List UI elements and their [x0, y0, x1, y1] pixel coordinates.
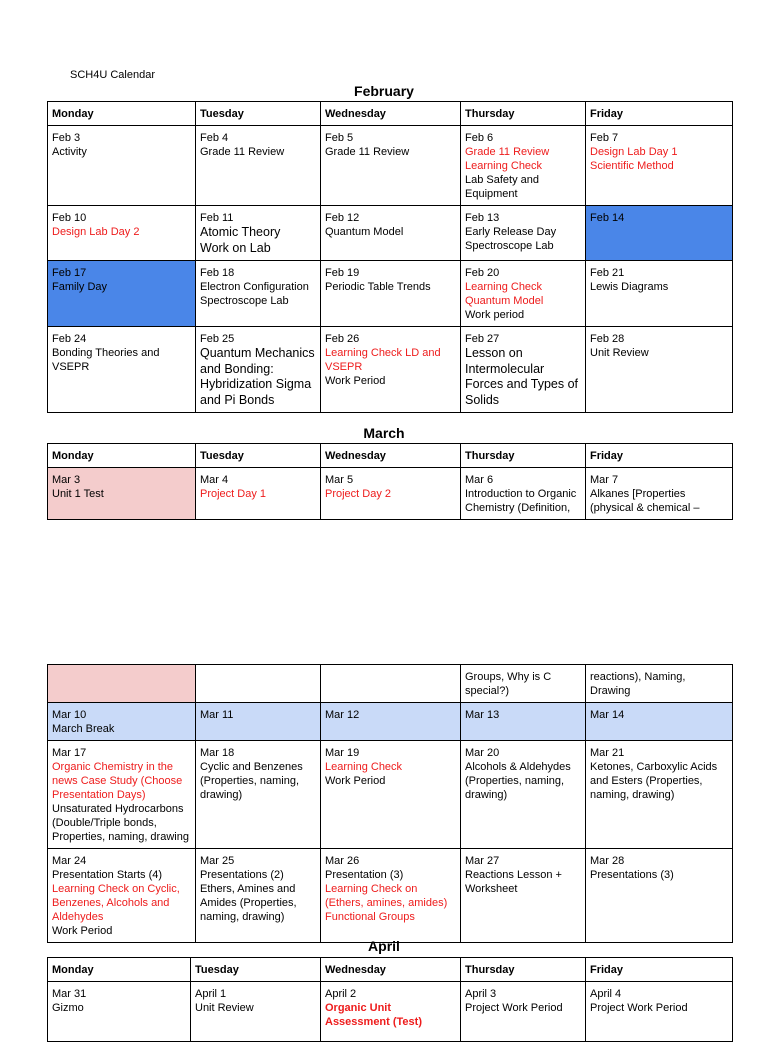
assessment-text: Learning Check	[465, 160, 543, 172]
february-calendar-table	[47, 101, 733, 413]
header-thursday: Thursday	[461, 102, 586, 126]
day-cell	[461, 261, 586, 327]
day-cell	[48, 206, 196, 261]
holiday-cell	[586, 206, 733, 261]
day-cell	[586, 982, 733, 1042]
date-label: Mar 13	[465, 709, 500, 721]
week-row	[48, 982, 733, 1042]
date-label: Mar 19	[325, 747, 360, 759]
day-cell	[461, 982, 586, 1042]
break-cell	[48, 703, 196, 741]
event-text: Gizmo	[52, 1002, 84, 1014]
date-label: Feb 14	[590, 212, 625, 224]
date-label: Mar 20	[465, 747, 500, 759]
march-calendar-table	[47, 443, 733, 520]
date-label: Feb 28	[590, 333, 625, 345]
event-text: Presentation (3)	[325, 869, 404, 881]
day-cell	[586, 741, 733, 849]
assessment-text: Project Day 1	[200, 488, 267, 500]
date-label: Feb 3	[52, 132, 81, 144]
header-tuesday: Tuesday	[196, 102, 321, 126]
day-cell	[586, 261, 733, 327]
month-title-march: March	[363, 425, 405, 441]
assessment-text: Design Lab Day 2	[52, 226, 140, 238]
event-text: Alkanes [Properties (physical & chemical –	[590, 488, 700, 514]
header-row	[48, 444, 733, 468]
assessment-text: Design Lab Day 1	[590, 146, 678, 158]
break-cell	[321, 703, 461, 741]
day-cell	[321, 982, 461, 1042]
day-cell	[191, 982, 321, 1042]
break-cell	[461, 703, 586, 741]
date-label: April 3	[465, 988, 497, 1000]
event-text: Introduction to Organic Chemistry (Definition,	[465, 488, 577, 514]
week-row	[48, 261, 733, 327]
date-label: Feb 7	[590, 132, 619, 144]
date-label: Feb 21	[590, 267, 625, 279]
event-text: Spectroscope Lab	[200, 295, 289, 307]
document-title: SCH4U Calendar	[70, 69, 155, 81]
date-label: April 4	[590, 988, 622, 1000]
event-text: Lesson on Intermolecular Forces and Types of Solids	[465, 346, 579, 407]
day-cell	[461, 468, 586, 520]
test-day-cell	[48, 468, 196, 520]
date-label: Mar 25	[200, 855, 235, 867]
week-row	[48, 665, 733, 703]
date-label: Mar 28	[590, 855, 625, 867]
header-wednesday: Wednesday	[321, 102, 461, 126]
date-label: Mar 26	[325, 855, 360, 867]
event-text: March Break	[52, 723, 115, 735]
week-row	[48, 327, 733, 413]
week-row	[48, 468, 733, 520]
event-text: Alcohols & Aldehydes (Properties, naming, drawing)	[465, 761, 571, 801]
day-cell	[48, 982, 191, 1042]
day-cell	[461, 327, 586, 413]
date-label: Mar 14	[590, 709, 625, 721]
date-label: Feb 19	[325, 267, 360, 279]
date-label: Feb 10	[52, 212, 87, 224]
event-text: Work period	[465, 309, 525, 321]
event-text: Presentations (3)	[590, 869, 674, 881]
week-row	[48, 849, 733, 943]
header-friday: Friday	[586, 444, 733, 468]
date-label: Mar 21	[590, 747, 625, 759]
event-text: Unit 1 Test	[52, 488, 104, 500]
header-tuesday: Tuesday	[191, 958, 321, 982]
day-cell	[586, 327, 733, 413]
month-title-february: February	[354, 83, 414, 99]
assessment-text: Learning Check	[465, 281, 543, 293]
event-text: Cyclic and Benzenes (Properties, naming, drawing)	[200, 761, 303, 801]
break-cell	[586, 703, 733, 741]
event-text: Periodic Table Trends	[325, 281, 431, 293]
assessment-text: Learning Check	[325, 761, 403, 773]
event-text: Atomic Theory	[200, 225, 281, 239]
day-cell	[461, 665, 586, 703]
event-text: Unit Review	[590, 347, 649, 359]
event-text: Electron Configuration	[200, 281, 309, 293]
date-label: Mar 10	[52, 709, 87, 721]
assessment-text: Learning Check LD and VSEPR	[325, 347, 441, 373]
date-label: Feb 27	[465, 333, 500, 345]
date-label: April 2	[325, 988, 357, 1000]
event-text: Ethers, Amines and Amides (Properties, naming, drawing)	[200, 883, 297, 923]
date-label: Mar 12	[325, 709, 360, 721]
date-label: Feb 4	[200, 132, 229, 144]
date-label: Mar 17	[52, 747, 87, 759]
day-cell	[461, 126, 586, 206]
event-text: reactions), Naming, Drawing	[590, 671, 686, 697]
day-cell	[196, 741, 321, 849]
event-text: Presentation Starts (4)	[52, 869, 163, 881]
event-text: Early Release Day	[465, 226, 557, 238]
date-label: Mar 11	[200, 709, 234, 721]
day-cell	[48, 126, 196, 206]
date-label: Mar 6	[465, 474, 494, 486]
assessment-text: Organic Chemistry in the news Case Study (Choose Presentation Days)	[52, 761, 183, 801]
date-label: Mar 27	[465, 855, 500, 867]
day-cell	[321, 849, 461, 943]
assessment-text: Organic Unit Assessment (Test)	[325, 1002, 422, 1028]
day-cell	[321, 468, 461, 520]
header-monday: Monday	[48, 102, 196, 126]
header-wednesday: Wednesday	[321, 444, 461, 468]
day-cell	[586, 468, 733, 520]
day-cell	[196, 126, 321, 206]
event-text: Work Period	[325, 375, 386, 387]
day-cell	[196, 261, 321, 327]
day-cell	[586, 126, 733, 206]
day-cell	[196, 206, 321, 261]
event-text: Unit Review	[195, 1002, 254, 1014]
day-cell	[48, 849, 196, 943]
date-label: Feb 26	[325, 333, 360, 345]
date-label: Mar 24	[52, 855, 87, 867]
event-text: Quantum Model	[325, 226, 404, 238]
event-text: Ketones, Carboxylic Acids and Esters (Properties, naming, drawing)	[590, 761, 718, 801]
event-text: Project Work Period	[465, 1002, 563, 1014]
event-text: Work Period	[52, 925, 113, 937]
day-cell	[196, 849, 321, 943]
event-text: Spectroscope Lab	[465, 240, 554, 252]
date-label: April 1	[195, 988, 227, 1000]
event-text: Lab Safety and Equipment	[465, 174, 540, 200]
day-cell	[48, 741, 196, 849]
week-row	[48, 206, 733, 261]
date-label: Feb 5	[325, 132, 354, 144]
day-cell	[48, 327, 196, 413]
header-friday: Friday	[586, 102, 733, 126]
event-text: Quantum Mechanics and Bonding: Hybridization Sigma and Pi Bonds	[200, 346, 315, 407]
assessment-text: Learning Check on Cyclic, Benzenes, Alcohols and Aldehydes	[52, 883, 180, 923]
date-label: Mar 18	[200, 747, 235, 759]
week-row	[48, 741, 733, 849]
assessment-text: Learning Check on (Ethers, amines, amides)	[325, 883, 448, 909]
week-row	[48, 126, 733, 206]
day-cell	[461, 849, 586, 943]
day-cell	[461, 741, 586, 849]
day-cell	[321, 126, 461, 206]
day-cell	[321, 206, 461, 261]
march-calendar-continued-table	[47, 664, 733, 943]
date-label: Feb 6	[465, 132, 494, 144]
event-text: Activity	[52, 146, 87, 158]
event-text: Groups, Why is C special?)	[465, 671, 552, 697]
event-text: Work Period	[325, 775, 386, 787]
date-label: Mar 4	[200, 474, 229, 486]
header-monday: Monday	[48, 958, 191, 982]
march-break-row	[48, 703, 733, 741]
date-label: Feb 17	[52, 267, 87, 279]
assessment-text: Scientific Method	[590, 160, 674, 172]
date-label: Feb 18	[200, 267, 235, 279]
event-text: Work on Lab	[200, 240, 271, 255]
date-label: Mar 3	[52, 474, 81, 486]
event-text: Grade 11 Review	[200, 146, 285, 158]
header-wednesday: Wednesday	[321, 958, 461, 982]
event-text: Family Day	[52, 281, 108, 293]
day-cell	[586, 849, 733, 943]
day-cell	[461, 206, 586, 261]
assessment-text: Grade 11 Review	[465, 146, 550, 158]
date-label: Feb 12	[325, 212, 360, 224]
event-text: Project Work Period	[590, 1002, 688, 1014]
day-cell	[321, 665, 461, 703]
day-cell	[196, 468, 321, 520]
header-monday: Monday	[48, 444, 196, 468]
header-thursday: Thursday	[461, 444, 586, 468]
event-text: Reactions Lesson + Worksheet	[465, 869, 562, 895]
header-friday: Friday	[586, 958, 733, 982]
month-title-april: April	[368, 938, 400, 954]
date-label: Feb 20	[465, 267, 500, 279]
event-text: Unsaturated Hydrocarbons (Double/Triple bonds, Properties, naming, drawing	[52, 803, 189, 843]
header-thursday: Thursday	[461, 958, 586, 982]
header-row	[48, 958, 733, 982]
event-text: Grade 11 Review	[325, 146, 410, 158]
assessment-text: Functional Groups	[325, 911, 415, 923]
date-label: Mar 5	[325, 474, 354, 486]
day-cell	[321, 327, 461, 413]
day-cell	[586, 665, 733, 703]
date-label: Feb 13	[465, 212, 500, 224]
day-cell	[196, 665, 321, 703]
day-cell	[321, 741, 461, 849]
event-text: Lewis Diagrams	[590, 281, 669, 293]
date-label: Mar 7	[590, 474, 619, 486]
day-cell	[321, 261, 461, 327]
assessment-text: Project Day 2	[325, 488, 392, 500]
header-tuesday: Tuesday	[196, 444, 321, 468]
date-label: Feb 24	[52, 333, 87, 345]
april-calendar-table	[47, 957, 733, 1042]
date-label: Mar 31	[52, 988, 87, 1000]
event-text: Bonding Theories and VSEPR	[52, 347, 160, 373]
event-text: Presentations (2)	[200, 869, 284, 881]
date-label: Feb 11	[200, 212, 234, 224]
assessment-text: Quantum Model	[465, 295, 544, 307]
date-label: Feb 25	[200, 333, 235, 345]
test-day-cell	[48, 665, 196, 703]
holiday-cell	[48, 261, 196, 327]
break-cell	[196, 703, 321, 741]
header-row	[48, 102, 733, 126]
day-cell	[196, 327, 321, 413]
